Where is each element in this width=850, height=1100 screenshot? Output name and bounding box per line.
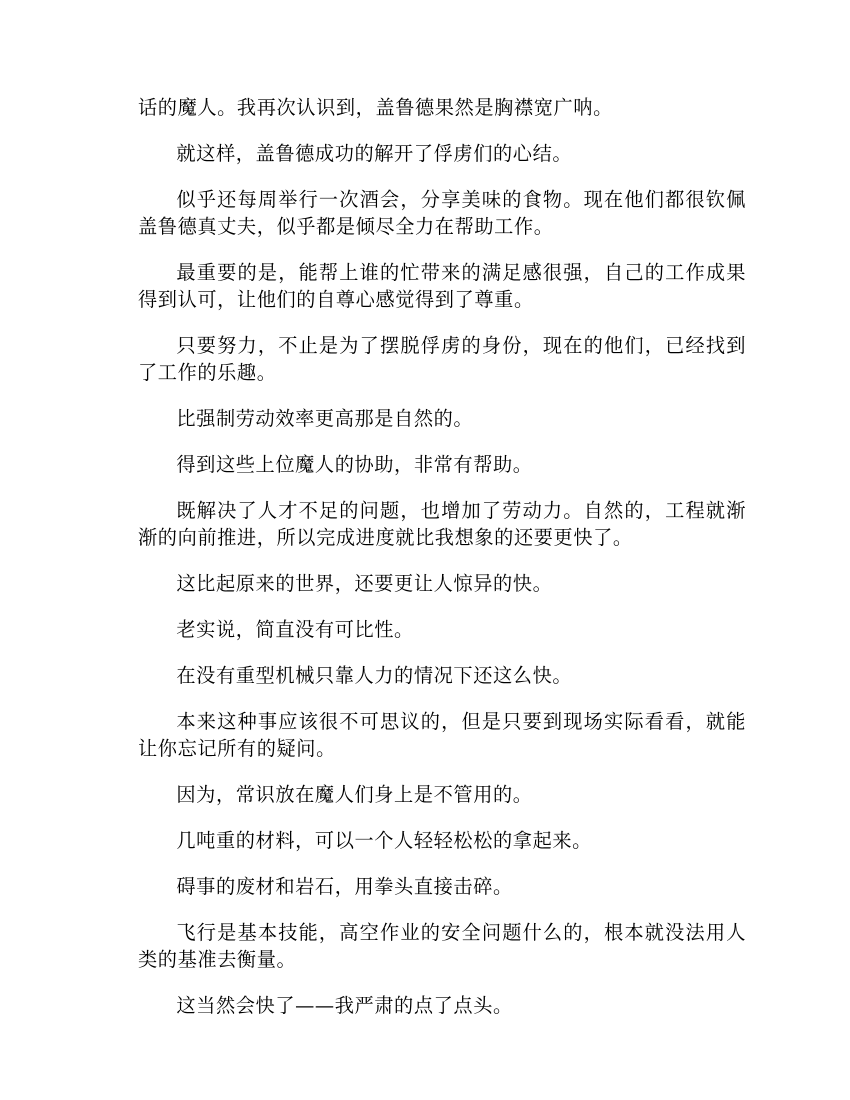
paragraph-12: 本来这种事应该很不可思议的，但是只要到现场实际看看，就能让你忘记所有的疑问。 (138, 710, 746, 760)
paragraph-8: 既解决了人才不足的问题，也增加了劳动力。自然的，工程就渐渐的向前推进，所以完成进度就比我想象的还要更快了。 (138, 499, 746, 549)
paragraph-5: 只要努力，不止是为了摆脱俘虏的身份，现在的他们，已经找到了工作的乐趣。 (138, 334, 746, 384)
paragraph-15: 碍事的废材和岩石，用拳头直接击碎。 (176, 875, 513, 898)
paragraph-9: 这比起原来的世界，还要更让人惊异的快。 (176, 572, 553, 595)
paragraph-14: 几吨重的材料，可以一个人轻轻松松的拿起来。 (176, 829, 592, 852)
paragraph-7: 得到这些上位魔人的协助，非常有帮助。 (176, 453, 533, 476)
paragraph-13: 因为，常识放在魔人们身上是不管用的。 (176, 783, 533, 806)
paragraph-3: 似乎还每周举行一次酒会，分享美味的食物。现在他们都很钦佩盖鲁德真丈夫，似乎都是倾尽全力在帮助工作。 (138, 188, 746, 238)
paragraph-16: 飞行是基本技能，高空作业的安全问题什么的，根本就没法用人类的基准去衡量。 (138, 921, 746, 971)
document-body (138, 94, 746, 1038)
paragraph-17: 这当然会快了——我严肃的点了点头。 (176, 994, 513, 1017)
paragraph-6: 比强制劳动效率更高那是自然的。 (176, 407, 474, 430)
paragraph-1: 话的魔人。我再次认识到，盖鲁德果然是胸襟宽广呐。 (138, 96, 613, 119)
paragraph-4: 最重要的是，能帮上谁的忙带来的满足感很强，自己的工作成果得到认可，让他们的自尊心感觉得到了尊重。 (138, 261, 746, 311)
paragraph-2: 就这样，盖鲁德成功的解开了俘虏们的心结。 (176, 142, 573, 165)
paragraph-11: 在没有重型机械只靠人力的情况下还这么快。 (176, 664, 573, 687)
paragraph-10: 老实说，简直没有可比性。 (176, 618, 414, 641)
